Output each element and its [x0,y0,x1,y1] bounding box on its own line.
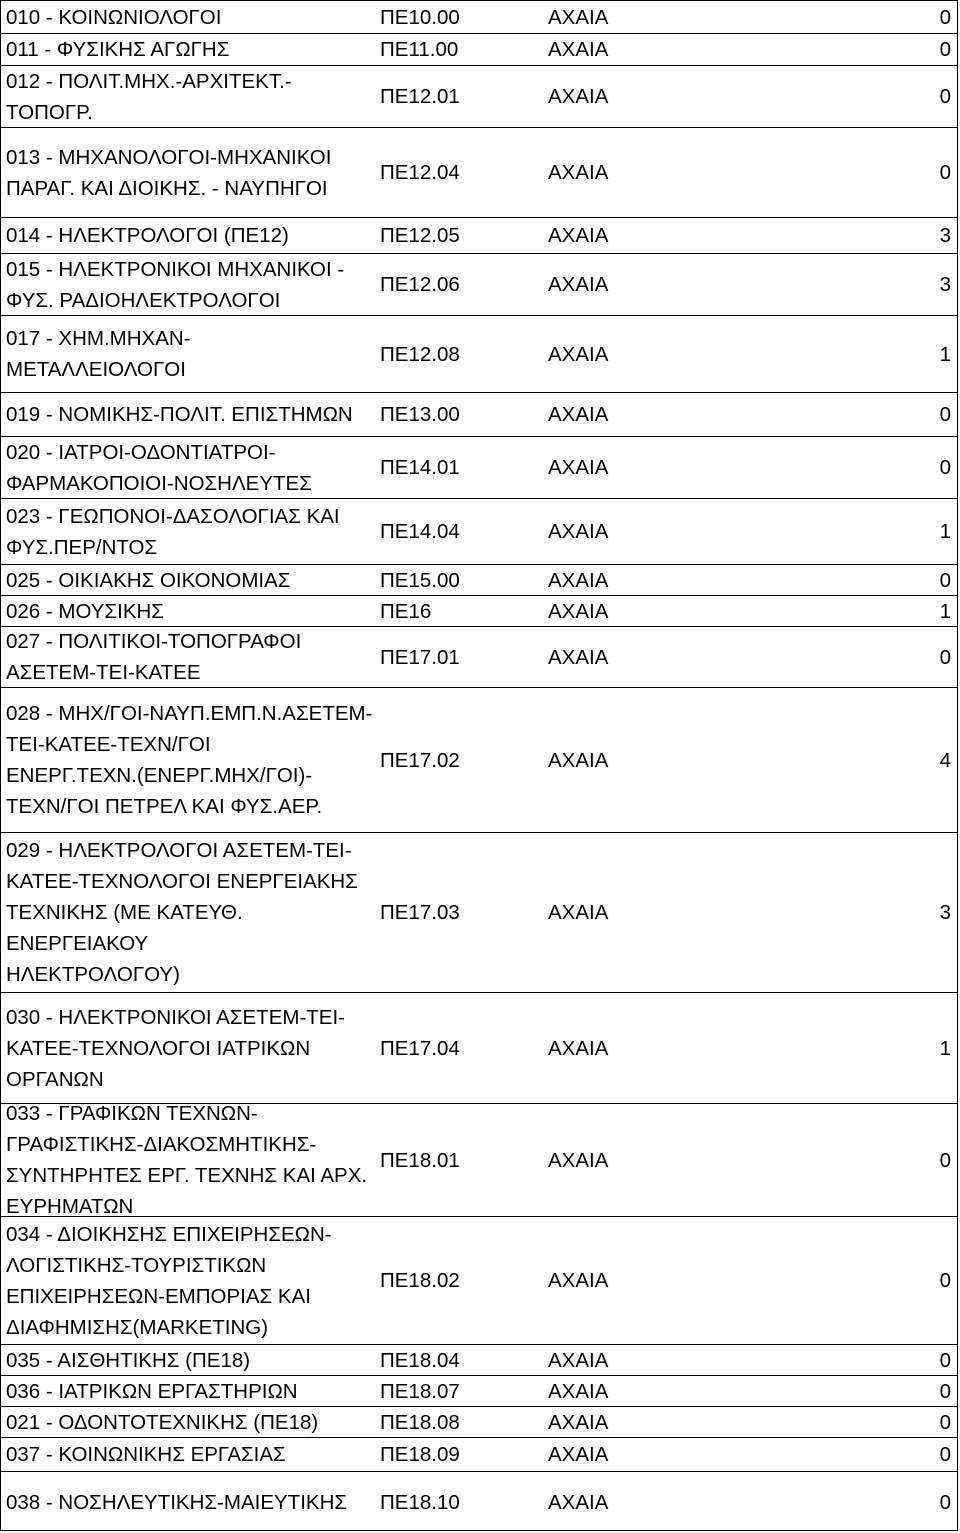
region-cell [548,1472,748,1532]
name-cell-text: 034 - ΔΙΟΙΚΗΣΗΣ ΕΠΙΧΕΙΡΗΣΕΩΝ- ΛΟΓΙΣΤΙΚΗΣ-ΤΟΥΡΙΣΤΙΚΩΝ ΕΠΙΧΕΙΡΗΣΕΩΝ-ΕΜΠΟΡΙΑΣ ΚΑΙ ΔΙΑΦΗΜΙΣΗΣ(MARKETING) [6,1222,332,1339]
table-row [1,1345,957,1376]
code-cell-text: ΠΕ18.10 [380,1490,460,1514]
region-cell [548,1,748,33]
count-cell-text: 1 [939,1036,951,1060]
code-cell [380,218,540,253]
count-cell-text: 3 [939,224,951,247]
count-cell-text: 0 [939,5,951,29]
count-cell [761,1,951,33]
region-cell [548,688,748,832]
count-cell-text: 0 [939,161,951,184]
table-row [1,596,957,627]
name-cell [6,316,378,392]
code-cell [380,627,540,687]
region-cell [548,596,748,626]
count-cell [761,437,951,498]
count-cell-text: 0 [939,645,951,669]
count-cell [761,254,951,315]
code-cell [380,316,540,392]
name-cell-text: 029 - ΗΛΕΚΤΡΟΛΟΓΟΙ ΑΣΕΤΕΜ-ΤΕΙ- ΚΑΤΕΕ-ΤΕΧΝΟΛΟΓΟΙ ΕΝΕΡΓΕΙΑΚΗΣ ΤΕΧΝΙΚΗΣ (ΜΕ ΚΑΤΕΥΘ. ΕΝΕΡΓΕΙΑΚΟΥ ΗΛΕΚΤΡΟΛΟΓΟΥ) [6,839,358,986]
count-cell-text: 1 [939,599,951,623]
region-cell [548,316,748,392]
name-cell-text: 023 - ΓΕΩΠΟΝΟΙ-ΔΑΣΟΛΟΓΙΑΣ ΚΑΙ ΦΥΣ.ΠΕΡ/ΝΤΟΣ [6,504,340,559]
code-cell [380,596,540,626]
name-cell-text: 020 - ΙΑΤΡΟΙ-ΟΔΟΝΤΙΑΤΡΟΙ- ΦΑΡΜΑΚΟΠΟΙΟΙ-ΝΟΣΗΛΕΥΤΕΣ [6,440,312,495]
name-cell-text: 013 - ΜΗΧΑΝΟΛΟΓΟΙ-ΜΗΧΑΝΙΚΟΙ ΠΑΡΑΓ. ΚΑΙ ΔΙΟΙΚΗΣ. - ΝΑΥΠΗΓΟΙ [6,145,332,200]
region-cell [548,1104,748,1216]
table-row [1,688,957,833]
code-cell-text: ΠΕ18.07 [380,1379,460,1403]
name-cell-text: 019 - ΝΟΜΙΚΗΣ-ΠΟΛΙΤ. ΕΠΙΣΤΗΜΩΝ [6,403,353,426]
name-cell [6,688,378,832]
count-cell-text: 1 [939,342,951,366]
table-row [1,993,957,1104]
code-cell [380,499,540,564]
table-row [1,437,957,499]
region-cell-text: ΑΧΑΙΑ [548,342,609,366]
name-cell [6,1,378,33]
name-cell-text: 027 - ΠΟΛΙΤΙΚΟΙ-ΤΟΠΟΓΡΑΦΟΙ ΑΣΕΤΕΜ-ΤΕΙ-ΚΑΤΕΕ [6,630,302,684]
count-cell [761,128,951,217]
table-row [1,1438,957,1472]
code-cell [380,993,540,1103]
count-cell [761,1104,951,1216]
count-cell [761,688,951,832]
code-cell [380,688,540,832]
table-row [1,254,957,316]
region-cell-text: ΑΧΑΙΑ [548,599,609,623]
region-cell-text: ΑΧΑΙΑ [548,1036,609,1060]
count-cell [761,393,951,436]
name-cell-text: 011 - ΦΥΣΙΚΗΣ ΑΓΩΓΗΣ [6,38,230,61]
region-cell-text: ΑΧΑΙΑ [548,748,609,772]
table-row [1,393,957,437]
code-cell [380,1104,540,1216]
name-cell [6,499,378,564]
name-cell [6,596,378,626]
name-cell-text: 021 - ΟΔΟΝΤΟΤΕΧΝΙΚΗΣ (ΠΕ18) [6,1410,319,1434]
code-cell-text: ΠΕ13.00 [380,403,460,426]
table-row [1,1472,957,1532]
name-cell [6,1104,378,1216]
region-cell [548,499,748,564]
region-cell [548,1376,748,1406]
code-cell [380,254,540,315]
name-cell-text: 028 - ΜΗΧ/ΓΟΙ-ΝΑΥΠ.ΕΜΠ.Ν.ΑΣΕΤΕΜ- ΤΕΙ-ΚΑΤΕΕ-ΤΕΧΝ/ΓΟΙ ΕΝΕΡΓ.ΤΕΧΝ.(ΕΝΕΡΓ.ΜΗΧ/ΓΟΙ)- ΤΕΧΝ/ΓΟΙ ΠΕΤΡΕΛ ΚΑΙ ΦΥΣ.ΑΕΡ. [6,702,373,818]
code-cell-text: ΠΕ12.06 [380,273,460,296]
code-cell-text: ΠΕ17.01 [380,645,460,669]
region-cell-text: ΑΧΑΙΑ [548,645,609,669]
region-cell [548,1407,748,1437]
name-cell [6,437,378,498]
table-row [1,1407,957,1438]
count-cell-text: 0 [939,1410,951,1434]
code-cell [380,565,540,595]
name-cell-text: 015 - ΗΛΕΚΤΡΟΝΙΚΟΙ ΜΗΧΑΝΙΚΟΙ - ΦΥΣ. ΡΑΔΙΟΗΛΕΚΤΡΟΛΟΓΟΙ [6,257,345,312]
code-cell-text: ΠΕ12.08 [380,342,460,366]
region-cell [548,254,748,315]
name-cell [6,218,378,253]
region-cell-text: ΑΧΑΙΑ [548,520,609,543]
name-cell [6,1376,378,1406]
region-cell [548,437,748,498]
code-cell-text: ΠΕ18.09 [380,1443,460,1466]
count-cell-text: 0 [939,1348,951,1372]
region-cell [548,565,748,595]
table-row [1,1104,957,1217]
name-cell [6,565,378,595]
table-row [1,565,957,596]
name-cell-text: 030 - ΗΛΕΚΤΡΟΝΙΚΟΙ ΑΣΕΤΕΜ-ΤΕΙ- ΚΑΤΕΕ-ΤΕΧΝΟΛΟΓΟΙ ΙΑΤΡΙΚΩΝ ΟΡΓΑΝΩΝ [6,1005,345,1091]
count-cell [761,833,951,992]
code-cell-text: ΠΕ12.01 [380,85,460,108]
count-cell-text: 0 [939,38,951,61]
count-cell [761,1472,951,1532]
table-row [1,1,957,34]
count-cell [761,1407,951,1437]
region-cell-text: ΑΧΑΙΑ [548,901,609,924]
region-cell-text: ΑΧΑΙΑ [548,1269,609,1292]
region-cell-text: ΑΧΑΙΑ [548,1379,609,1403]
name-cell [6,254,378,315]
name-cell-text: 033 - ΓΡΑΦΙΚΩΝ ΤΕΧΝΩΝ- ΓΡΑΦΙΣΤΙΚΗΣ-ΔΙΑΚΟΣΜΗΤΙΚΗΣ- ΣΥΝΤΗΡΗΤΕΣ ΕΡΓ. ΤΕΧΝΗΣ ΚΑΙ ΑΡΧ. ΕΥΡΗΜΑΤΩΝ [6,1102,368,1218]
name-cell-text: 017 - ΧΗΜ.ΜΗΧΑΝ- ΜΕΤΑΛΛΕΙΟΛΟΓΟΙ [6,327,191,381]
code-cell-text: ΠΕ12.05 [380,224,460,247]
count-cell-text: 0 [939,1379,951,1403]
count-cell [761,499,951,564]
name-cell [6,1217,378,1344]
count-cell [761,1376,951,1406]
name-cell-text: 038 - ΝΟΣΗΛΕΥΤΙΚΗΣ-ΜΑΙΕΥΤΙΚΗΣ [6,1490,348,1514]
code-cell-text: ΠΕ14.04 [380,520,460,543]
code-cell-text: ΠΕ15.00 [380,568,460,592]
name-cell [6,833,378,992]
region-cell [548,627,748,687]
name-cell-text: 012 - ΠΟΛΙΤ.ΜΗΧ.-ΑΡΧΙΤΕΚΤ.- ΤΟΠΟΓΡ. [6,69,292,124]
code-cell-text: ΠΕ18.08 [380,1410,460,1434]
table-row [1,66,957,128]
name-cell [6,993,378,1103]
code-cell-text: ΠΕ14.01 [380,456,460,479]
code-cell-text: ΠΕ18.01 [380,1148,460,1172]
region-cell-text: ΑΧΑΙΑ [548,1348,609,1372]
region-cell-text: ΑΧΑΙΑ [548,273,609,296]
name-cell-text: 026 - ΜΟΥΣΙΚΗΣ [6,599,164,623]
count-cell [761,316,951,392]
region-cell-text: ΑΧΑΙΑ [548,1148,609,1172]
name-cell [6,627,378,687]
table-row [1,34,957,66]
table-row [1,627,957,688]
count-cell-text: 1 [939,520,951,543]
code-cell [380,34,540,65]
name-cell [6,393,378,436]
name-cell [6,66,378,127]
count-cell-text: 3 [939,901,951,924]
table-row [1,218,957,254]
name-cell [6,1345,378,1375]
region-cell-text: ΑΧΑΙΑ [548,1443,609,1466]
region-cell [548,1345,748,1375]
region-cell [548,66,748,127]
name-cell-text: 037 - ΚΟΙΝΩΝΙΚΗΣ ΕΡΓΑΣΙΑΣ [6,1443,286,1466]
name-cell [6,34,378,65]
count-cell-text: 0 [939,403,951,426]
code-cell-text: ΠΕ17.04 [380,1036,460,1060]
region-cell [548,128,748,217]
count-cell [761,1217,951,1344]
name-cell-text: 010 - ΚΟΙΝΩΝΙΟΛΟΓΟΙ [6,5,222,29]
code-cell [380,128,540,217]
region-cell [548,1217,748,1344]
count-cell [761,66,951,127]
code-cell-text: ΠΕ12.04 [380,161,460,184]
code-cell-text: ΠΕ17.03 [380,901,460,924]
count-cell [761,1438,951,1471]
count-cell [761,565,951,595]
code-cell [380,1407,540,1437]
region-cell-text: ΑΧΑΙΑ [548,85,609,108]
code-cell-text: ΠΕ10.00 [380,5,460,29]
name-cell-text: 014 - ΗΛΕΚΤΡΟΛΟΓΟΙ (ΠΕ12) [6,224,289,247]
code-cell [380,1472,540,1532]
table-row [1,833,957,993]
count-cell-text: 4 [939,748,951,772]
region-cell [548,34,748,65]
count-cell-text: 0 [939,85,951,108]
count-cell-text: 0 [939,1490,951,1514]
count-cell [761,34,951,65]
count-cell [761,627,951,687]
region-cell-text: ΑΧΑΙΑ [548,403,609,426]
name-cell [6,128,378,217]
code-cell [380,437,540,498]
region-cell [548,393,748,436]
code-cell-text: ΠΕ11.00 [380,38,459,61]
code-cell-text: ΠΕ18.02 [380,1269,460,1292]
region-cell-text: ΑΧΑΙΑ [548,38,609,61]
region-cell-text: ΑΧΑΙΑ [548,1490,609,1514]
region-cell [548,833,748,992]
count-cell-text: 0 [939,1269,951,1292]
region-cell-text: ΑΧΑΙΑ [548,5,609,29]
region-cell-text: ΑΧΑΙΑ [548,1410,609,1434]
table-row [1,316,957,393]
table-row [1,499,957,565]
name-cell-text: 036 - ΙΑΤΡΙΚΩΝ ΕΡΓΑΣΤΗΡΙΩΝ [6,1379,298,1403]
count-cell [761,596,951,626]
name-cell-text: 025 - ΟΙΚΙΑΚΗΣ ΟΙΚΟΝΟΜΙΑΣ [6,568,291,592]
region-cell [548,218,748,253]
code-cell [380,1376,540,1406]
count-cell-text: 0 [939,1148,951,1172]
region-cell-text: ΑΧΑΙΑ [548,224,609,247]
code-cell [380,1,540,33]
code-cell [380,1217,540,1344]
name-cell [6,1407,378,1437]
table-row [1,1217,957,1345]
count-cell [761,218,951,253]
count-cell [761,993,951,1103]
count-cell-text: 3 [939,273,951,296]
name-cell-text: 035 - ΑΙΣΘΗΤΙΚΗΣ (ΠΕ18) [6,1348,251,1372]
region-cell-text: ΑΧΑΙΑ [548,568,609,592]
count-cell-text: 0 [939,456,951,479]
table-row [1,128,957,218]
code-cell [380,393,540,436]
count-cell-text: 0 [939,568,951,592]
region-cell [548,1438,748,1471]
code-cell [380,833,540,992]
region-cell-text: ΑΧΑΙΑ [548,161,609,184]
table-row [1,1376,957,1407]
count-cell-text: 0 [939,1443,951,1466]
code-cell-text: ΠΕ18.04 [380,1348,460,1372]
count-cell [761,1345,951,1375]
region-cell-text: ΑΧΑΙΑ [548,456,609,479]
code-cell [380,1345,540,1375]
code-cell [380,66,540,127]
code-cell-text: ΠΕ17.02 [380,748,460,772]
region-cell [548,993,748,1103]
name-cell [6,1438,378,1471]
name-cell [6,1472,378,1532]
code-cell-text: ΠΕ16 [380,599,432,623]
code-cell [380,1438,540,1471]
